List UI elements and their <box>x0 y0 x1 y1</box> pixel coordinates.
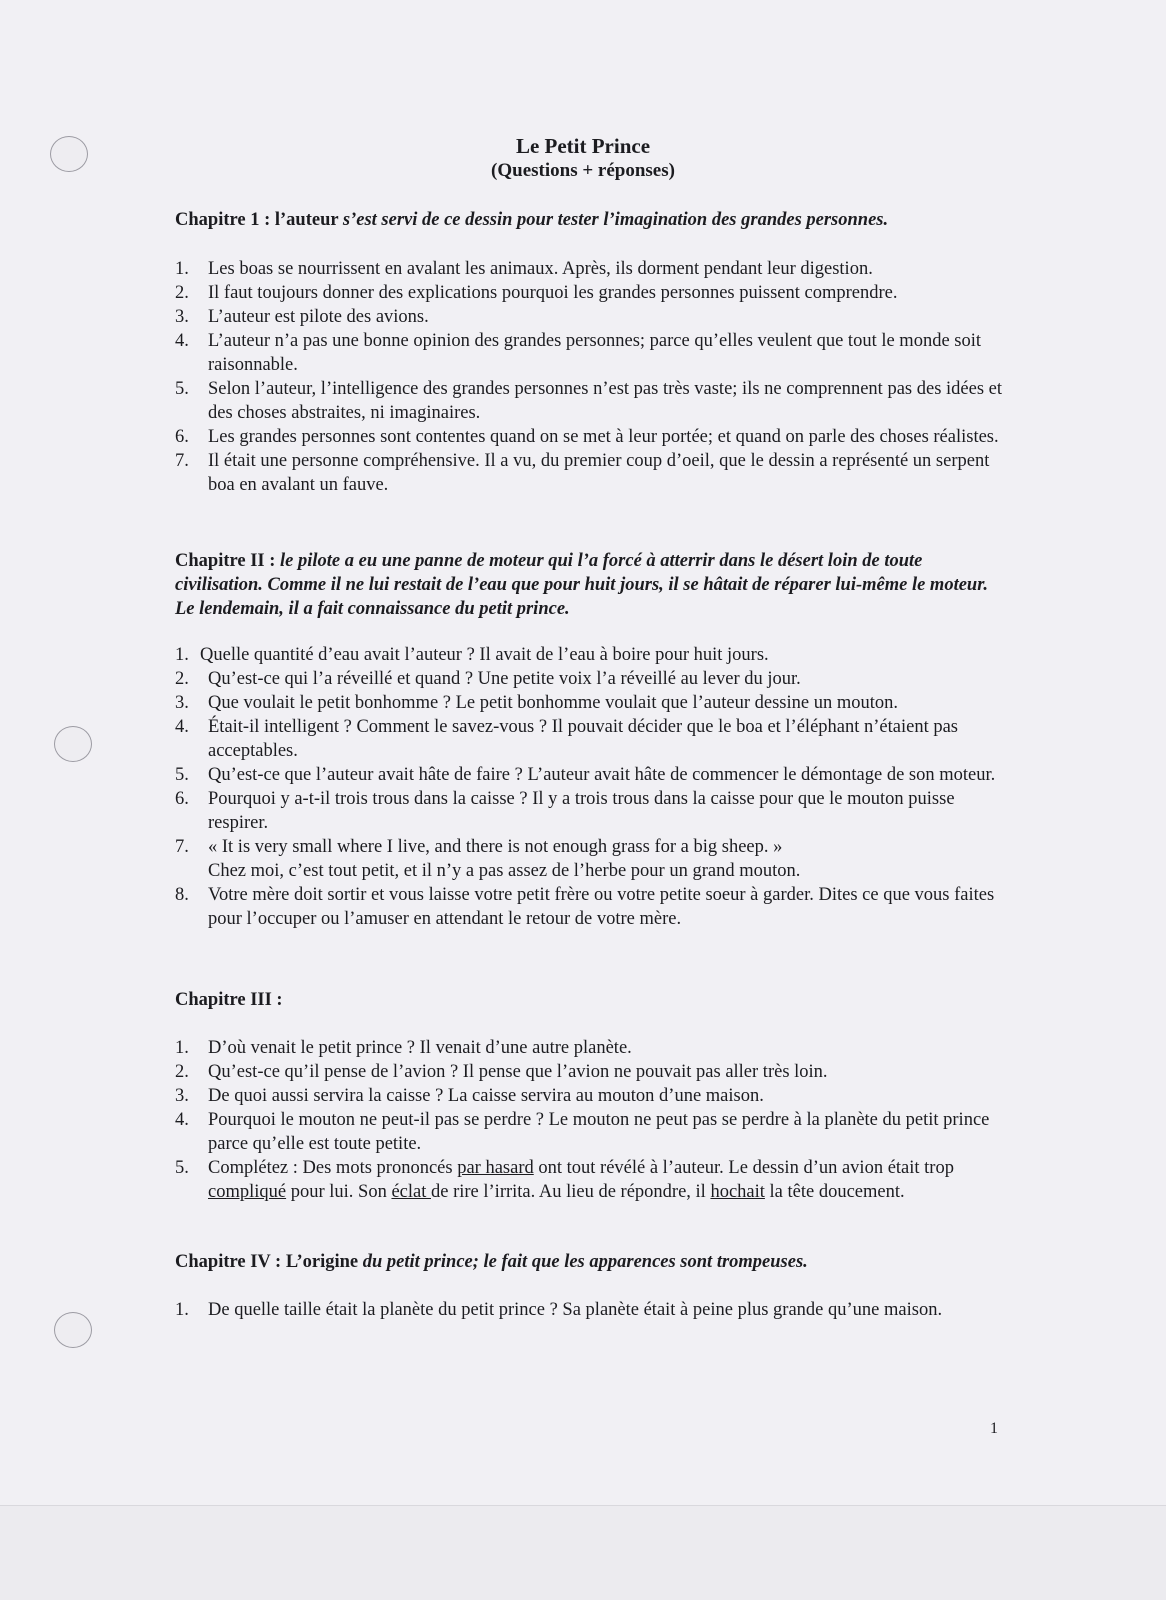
list-item: 1. De quelle taille était la planète du petit prince ? Sa planète était à peine plus grande qu’une maison. <box>175 1300 943 1320</box>
chapter-2-questions <box>175 643 1005 931</box>
list-item: 2. Qu’est-ce qu’il pense de l’avion ? Il pense que l’avion ne pouvait pas aller très loin. <box>175 1062 828 1082</box>
chapter-1-heading: Chapitre 1 : l’auteur s’est servi de ce dessin pour tester l’imagination des grandes personnes. <box>175 210 889 230</box>
list-item: 3. Que voulait le petit bonhomme ? Le petit bonhomme voulait que l’auteur dessine un mouton. <box>175 693 899 713</box>
list-item: 5. Qu’est-ce que l’auteur avait hâte de faire ? L’auteur avait hâte de commencer le démontage de son moteur. <box>175 765 996 785</box>
chapter-4-heading: Chapitre IV : L’origine du petit prince; le fait que les apparences sont trompeuses. <box>175 1252 808 1272</box>
chapter-3-heading: Chapitre III : <box>175 990 283 1010</box>
chapter-3-questions <box>175 1036 1005 1204</box>
chapter-1-questions <box>175 257 1005 497</box>
list-item: 1. Les boas se nourrissent en avalant les animaux. Après, ils dorment pendant leur digestion. <box>175 259 873 279</box>
page-number: 1 <box>990 1420 998 1437</box>
chapter-4-questions <box>175 1298 1005 1322</box>
chapter-2-heading: Chapitre II : le pilote a eu une panne de moteur qui l’a forcé à atterrir dans le désert loin de toute civilisation. Comme il ne lui restait de l’eau que pour huit jours, il se hâtait de réparer lui-même le moteur. Le lendemain, il a fait connaissance du petit prince. <box>175 551 989 619</box>
list-item: 7. « It is very small where I live, and there is not enough grass for a big sheep. » Chez moi, c’est tout petit, et il n’y a pas assez de l’herbe pour un grand mouton. <box>175 837 801 881</box>
list-item: 6. Pourquoi y a-t-il trois trous dans la caisse ? Il y a trois trous dans la caisse pour que le mouton puisse respirer. <box>175 789 955 833</box>
list-item: 4. Pourquoi le mouton ne peut-il pas se perdre ? Le mouton ne peut pas se perdre à la planète du petit prince parce qu’elle est toute petite. <box>175 1110 990 1154</box>
page-title: Le Petit Prince <box>515 134 651 158</box>
punch-hole <box>54 726 92 762</box>
page-subtitle: (Questions + réponses) <box>491 160 675 181</box>
list-item: 1. D’où venait le petit prince ? Il venait d’une autre planète. <box>175 1038 632 1058</box>
list-item: 2. Qu’est-ce qui l’a réveillé et quand ? Une petite voix l’a réveillé au lever du jour. <box>175 669 801 689</box>
list-item: 5. Complétez : Des mots prononcés par hasard ont tout révélé à l’auteur. Le dessin d’un avion était trop compliqué pour lui. Son éclat de rire l’irrita. Au lieu de répondre, il hochait la tête doucement. <box>175 1158 954 1202</box>
list-item: 3. L’auteur est pilote des avions. <box>175 307 429 327</box>
list-item: 6. Les grandes personnes sont contentes quand on se met à leur portée; et quand on parle des choses réalistes. <box>175 427 999 447</box>
list-item: 2. Il faut toujours donner des explications pourquoi les grandes personnes puissent comprendre. <box>175 283 898 303</box>
list-item: 1. Quelle quantité d’eau avait l’auteur ? Il avait de l’eau à boire pour huit jours. <box>175 645 769 665</box>
list-item: 5. Selon l’auteur, l’intelligence des grandes personnes n’est pas très vaste; ils ne comprennent pas des idées et des choses abstraites, ni imaginaires. <box>175 379 1003 423</box>
list-item: 4. Était-il intelligent ? Comment le savez-vous ? Il pouvait décider que le boa et l’éléphant n’étaient pas acceptables. <box>175 717 959 761</box>
list-item: 7. Il était une personne compréhensive. Il a vu, du premier coup d’oeil, que le dessin a représenté un serpent boa en avalant un fauve. <box>175 451 990 495</box>
list-item: 3. De quoi aussi servira la caisse ? La caisse servira au mouton d’une maison. <box>175 1086 764 1106</box>
list-item: 4. L’auteur n’a pas une bonne opinion des grandes personnes; parce qu’elles veulent que tout le monde soit raisonnable. <box>175 331 982 375</box>
list-item: 8. Votre mère doit sortir et vous laisse votre petit frère ou votre petite soeur à garder. Dites ce que vous faites pour l’occuper ou l’amuser en attendant le retour de votre mère. <box>175 885 995 929</box>
punch-hole <box>54 1312 92 1348</box>
